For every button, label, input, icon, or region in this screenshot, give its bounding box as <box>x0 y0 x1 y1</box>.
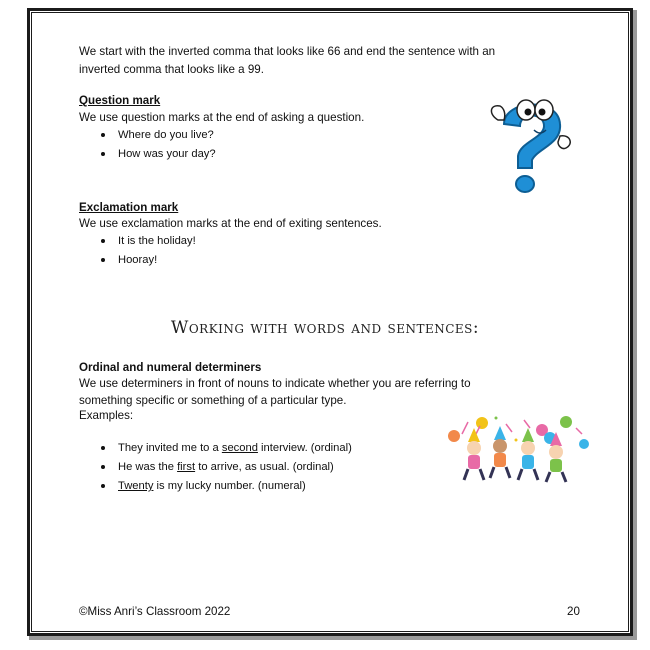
underlined-word: Twenty <box>118 480 154 492</box>
list-item: It is the holiday! <box>97 232 196 251</box>
page-number: 20 <box>567 605 580 618</box>
underlined-word: second <box>221 442 258 454</box>
determiner-examples <box>97 439 352 496</box>
party-kids-icon <box>446 414 592 486</box>
footer-copyright: ©Miss Anri’s Classroom 2022 <box>79 605 231 618</box>
exclamation-mark-heading: Exclamation mark <box>79 201 179 214</box>
list-item: He was the first to arrive, as usual. (ordinal) <box>97 458 352 477</box>
list-item: How was your day? <box>97 145 216 164</box>
question-mark-heading: Question mark <box>79 94 161 107</box>
page-shadow-bottom <box>29 636 637 640</box>
determiners-heading: Ordinal and numeral determiners <box>79 361 262 374</box>
question-mark-examples <box>97 126 216 164</box>
question-mark-cartoon-icon <box>474 90 580 202</box>
intro-line-1: We start with the inverted comma that looks like 66 and end the sentence with an <box>79 45 496 58</box>
intro-line-2: inverted comma that looks like a 99. <box>79 63 264 76</box>
determiners-line-2: something specific or something of a particular type. <box>79 394 347 407</box>
section-title: Working with words and sentences: <box>170 318 480 338</box>
list-item: They invited me to a second interview. (ordinal) <box>97 439 352 458</box>
exclamation-mark-examples <box>97 232 196 270</box>
list-item: Hooray! <box>97 251 196 270</box>
list-item: Twenty is my lucky number. (numeral) <box>97 477 352 496</box>
examples-label: Examples: <box>79 409 134 422</box>
underlined-word: first <box>177 461 196 473</box>
exclamation-mark-description: We use exclamation marks at the end of exiting sentences. <box>79 217 382 230</box>
question-mark-description: We use question marks at the end of asking a question. <box>79 111 365 124</box>
list-item: Where do you live? <box>97 126 216 145</box>
determiners-line-1: We use determiners in front of nouns to indicate whether you are referring to <box>79 377 471 390</box>
